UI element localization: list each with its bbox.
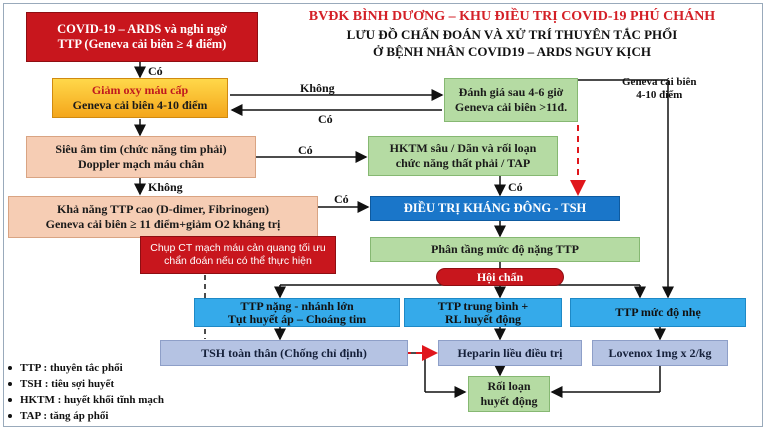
- high-likelihood-box: [8, 196, 318, 238]
- reassess-box: [444, 78, 578, 122]
- hypox-line2: Geneva cải biên 4-10 điểm: [72, 98, 208, 112]
- echo-line2: Doppler mạch máu chân: [77, 157, 205, 171]
- ct-angio-box: [140, 236, 336, 274]
- tsh-label: TSH toàn thân (Chống chỉ định): [201, 345, 367, 360]
- likely-line2: Geneva cải biên ≥ 11 điểm+giảm O2 kháng trị: [45, 217, 281, 231]
- legend: [8, 360, 164, 424]
- ct-line2: chẩn đoán nếu có thể thực hiện: [164, 255, 312, 267]
- severe-line1: TTP nặng - nhánh lớn: [240, 298, 354, 313]
- hktm-line2: chức năng thất phải / TAP: [395, 156, 531, 170]
- consult-label: Hội chẩn: [476, 269, 524, 284]
- heparin-box: [438, 340, 582, 366]
- reassess-line2: Geneva cải biên >11đ.: [454, 100, 568, 114]
- hypox-line1: Giảm oxy máu cấp: [91, 83, 189, 97]
- hktm-line1: HKTM sâu / Dãn và rối loạn: [389, 141, 537, 155]
- label-yes-4: Có: [508, 180, 523, 194]
- echo-box: [26, 136, 256, 178]
- hemodynamic-box: [468, 376, 550, 412]
- stratify-box: [370, 237, 640, 262]
- ct-line1: Chụp CT mạch máu cản quang tối ưu: [150, 242, 326, 254]
- legend-item-tap: TAP : tăng áp phổi: [8, 408, 164, 424]
- heparin-label: Heparin liều điều trị: [457, 345, 563, 360]
- anticoag-label: ĐIỀU TRỊ KHÁNG ĐÔNG - TSH: [403, 201, 587, 215]
- lovenox-label: Lovenox 1mg x 2/kg: [608, 345, 712, 360]
- lovenox-box: [592, 340, 728, 366]
- geneva-side-line2: 4-10 điểm: [636, 89, 683, 101]
- mild-label: TTP mức độ nhẹ: [615, 305, 701, 319]
- moderate-line1: TTP trung bình +: [437, 298, 529, 313]
- start-box: [26, 12, 258, 62]
- start-line2: TTP (Geneva cải biên ≥ 4 điểm): [57, 37, 227, 51]
- label-yes-1: Có: [148, 64, 163, 78]
- geneva-side-line1: Geneva cải biên: [622, 76, 697, 88]
- label-yes-2: Có: [318, 112, 333, 126]
- title-hospital: BVĐK BÌNH DƯƠNG – KHU ĐIỀU TRỊ COVID-19 PHÚ CHÁNH: [308, 9, 716, 24]
- hemo-line1: Rối loạn: [487, 379, 531, 393]
- stratify-label: Phân tầng mức độ nặng TTP: [430, 242, 579, 256]
- severe-box: [194, 298, 400, 327]
- likely-line1: Khả năng TTP cao (D-dimer, Fibrinogen): [56, 202, 270, 216]
- legend-item-tsh: TSH : tiêu sợi huyết: [8, 376, 164, 392]
- legend-item-ttp: TTP : thuyên tắc phổi: [8, 360, 164, 376]
- label-no-1: Không: [300, 81, 335, 95]
- echo-line1: Siêu âm tim (chức năng tim phải): [55, 142, 227, 156]
- severe-line2: Tụt huyết áp – Choáng tim: [227, 311, 367, 326]
- tsh-box: [160, 340, 408, 366]
- start-line1: COVID-19 – ARDS và nghi ngờ: [57, 22, 227, 36]
- moderate-line2: RL huyết động: [444, 311, 522, 326]
- mild-box: [570, 298, 746, 327]
- label-geneva-side: [622, 76, 697, 102]
- hypoxemia-box: [52, 78, 228, 118]
- hktm-box: [368, 136, 558, 176]
- anticoag-box: [370, 196, 620, 221]
- hemo-line2: huyết động: [480, 394, 538, 408]
- title-flowchart: LƯU ĐỒ CHẨN ĐOÁN VÀ XỬ TRÍ THUYÊN TẮC PHỔI: [346, 27, 678, 42]
- reassess-line1: Đánh giá sau 4-6 giờ: [458, 85, 564, 99]
- legend-item-hktm: HKTM : huyết khối tĩnh mạch: [8, 392, 164, 408]
- moderate-box: [404, 298, 562, 327]
- label-yes-5: Có: [334, 192, 349, 206]
- consult-pill: [436, 268, 564, 286]
- diagram-title: [262, 8, 762, 60]
- label-no-2: Không: [148, 180, 183, 194]
- label-yes-3: Có: [298, 143, 313, 157]
- title-subject: Ở BỆNH NHÂN COVID19 – ARDS NGUY KỊCH: [373, 44, 651, 59]
